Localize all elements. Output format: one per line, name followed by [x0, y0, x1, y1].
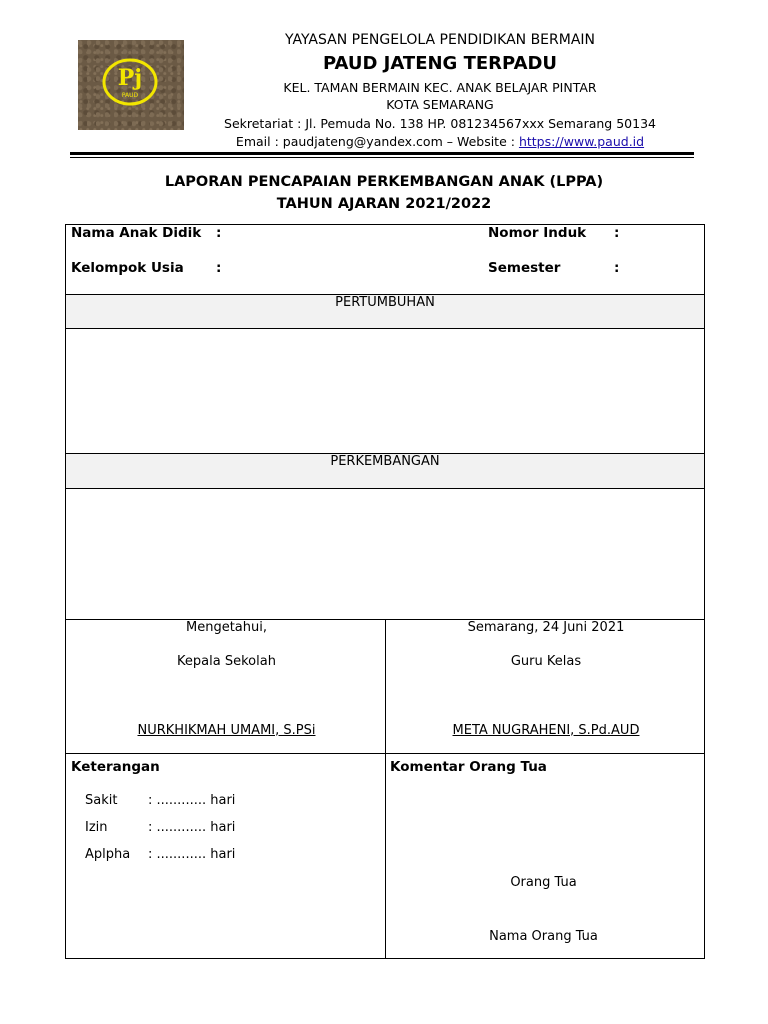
parent-comment-box[interactable] [385, 753, 705, 959]
header-rule-thin [70, 157, 694, 158]
acknowledged-text: Mengetahui, [186, 620, 267, 635]
principal-name: NURKHIKMAH UMAMI, S.PSi [137, 723, 316, 738]
permit-label: Izin [85, 820, 108, 835]
logo-emblem-icon [78, 40, 184, 130]
header-rule-thick [70, 152, 694, 155]
report-title: LAPORAN PENCAPAIAN PERKEMBANGAN ANAK (LPPA) [164, 174, 604, 190]
growth-header [65, 294, 705, 329]
contact-line [190, 134, 690, 149]
sick-value: : ............ hari [148, 793, 236, 808]
parent-role: Orang Tua [510, 875, 577, 890]
svg-text:PAUD: PAUD [121, 92, 139, 99]
teacher-name: META NUGRAHENI, S.Pd.AUD [452, 723, 640, 738]
group-label: Kelompok Usia [71, 260, 184, 276]
growth-content-area[interactable] [65, 328, 705, 454]
teacher-title: Guru Kelas [510, 654, 582, 669]
number-colon: : [614, 225, 620, 241]
email-text: Email : paudjateng@yandex.com – Website : [235, 134, 519, 149]
secretariat-line: Sekretariat : Jl. Pemuda No. 138 HP. 081234567xxx Semarang 50134 [224, 116, 656, 131]
address-line-2: KOTA SEMARANG [386, 97, 494, 112]
foundation-name: YAYASAN PENGELOLA PENDIDIKAN BERMAIN [284, 32, 596, 48]
svg-text:Pj: Pj [117, 65, 143, 91]
place-date: Semarang, 24 Juni 2021 [467, 620, 625, 635]
semester-label: Semester [488, 260, 561, 276]
development-title: PERKEMBANGAN [330, 454, 440, 469]
principal-title: Kepala Sekolah [177, 654, 276, 669]
group-colon: : [216, 260, 222, 276]
address-line-1: KEL. TAMAN BERMAIN KEC. ANAK BELAJAR PINTAR [283, 80, 597, 95]
name-label: Nama Anak Didik [71, 225, 202, 241]
parent-name: Nama Orang Tua [489, 929, 598, 944]
school-name: PAUD JATENG TERPADU [322, 53, 558, 74]
parent-comment-title: Komentar Orang Tua [390, 759, 547, 775]
name-colon: : [216, 225, 222, 241]
growth-title: PERTUMBUHAN [335, 295, 435, 310]
development-header [65, 453, 705, 489]
website-link[interactable]: https://www.paud.id [518, 134, 645, 149]
number-label: Nomor Induk [488, 225, 587, 241]
principal-signature-box [65, 619, 386, 754]
attendance-title: Keterangan [71, 759, 160, 775]
report-year: TAHUN AJARAN 2021/2022 [276, 196, 492, 212]
semester-colon: : [614, 260, 620, 276]
permit-value: : ............ hari [148, 820, 236, 835]
sick-label: Sakit [85, 793, 118, 808]
school-logo [78, 40, 184, 130]
attendance-box [65, 753, 386, 959]
development-content-area[interactable] [65, 488, 705, 620]
teacher-signature-box [385, 619, 705, 754]
absent-label: Aplpha [85, 847, 131, 862]
absent-value: : ............ hari [148, 847, 236, 862]
